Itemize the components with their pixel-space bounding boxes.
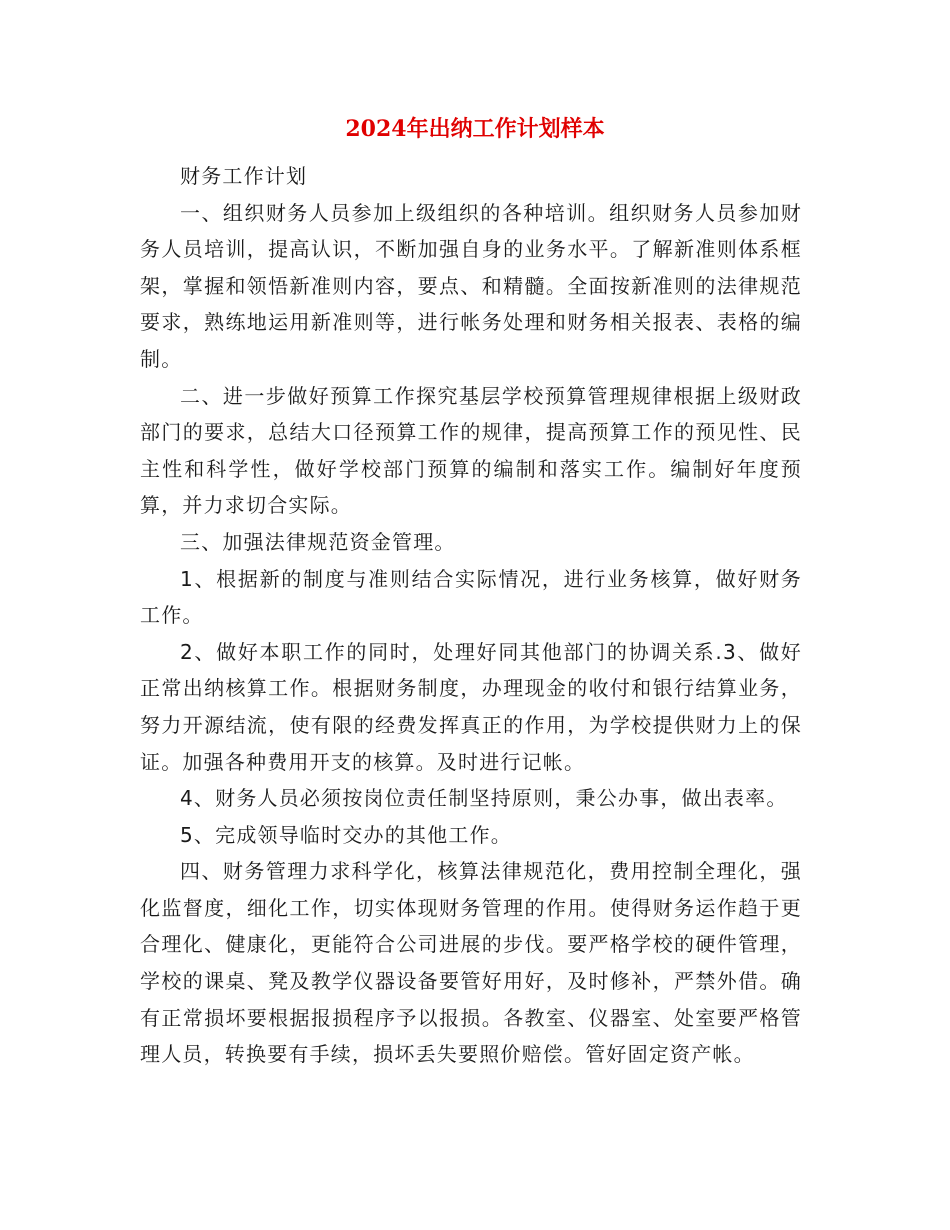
paragraph-financial-management: 四、财务管理力求科学化，核算法律规范化，费用控制全理化，强化监督度，细化工作，切实体现财务管理的作用。使得财务运作趋于更合理化、健康化，更能符合公司进展的步伐。要严格学校的硬件管理，学校的课桌、凳及教学仪器设备要管好用好，及时修补，严禁外借。确有正常损坏要根据报损程序予以报损。各教室、仪器室、处室要严格管理人员，转换要有手续，损坏丢失要照价赔偿。管好固定资产帐。 — [140, 859, 802, 1067]
paragraph-budget: 二、进一步做好预算工作探究基层学校预算管理规律根据上级财政部门的要求，总结大口径预算工作的规律，提高预算工作的预见性、民主性和科学性，做好学校部门预算的编制和落实工作。编制好年度预算，并力求切合实际。 — [140, 383, 802, 518]
paragraph-fund-management: 三、加强法律规范资金管理。 — [180, 529, 456, 554]
section-heading: 财务工作计划 — [180, 164, 308, 188]
list-item-4: 4、财务人员必须按岗位责任制坚持原则，秉公办事，做出表率。 — [180, 786, 788, 811]
paragraph-training: 一、组织财务人员参加上级组织的各种培训。组织财务人员参加财务人员培训，提高认识，不断加强自身的业务水平。了解新准则体系框架，掌握和领悟新准则内容，要点、和精髓。全面按新准则的法律规范要求，熟练地运用新准则等，进行帐务处理和财务相关报表、表格的编制。 — [140, 200, 802, 371]
list-item-5: 5、完成领导临时交办的其他工作。 — [180, 822, 512, 847]
list-item-1: 1、根据新的制度与准则结合实际情况，进行业务核算，做好财务工作。 — [140, 566, 802, 628]
document-title: 2024年出纳工作计划样本 — [345, 116, 605, 142]
document-body — [140, 158, 802, 1073]
list-item-2-3: 2、做好本职工作的同时，处理好同其他部门的协调关系.3、做好正常出纳核算工作。根据财务制度，办理现金的收付和银行结算业务，努力开源结流，使有限的经费发挥真正的作用，为学校提供财力上的保证。加强各种费用开支的核算。及时进行记帐。 — [140, 639, 802, 774]
